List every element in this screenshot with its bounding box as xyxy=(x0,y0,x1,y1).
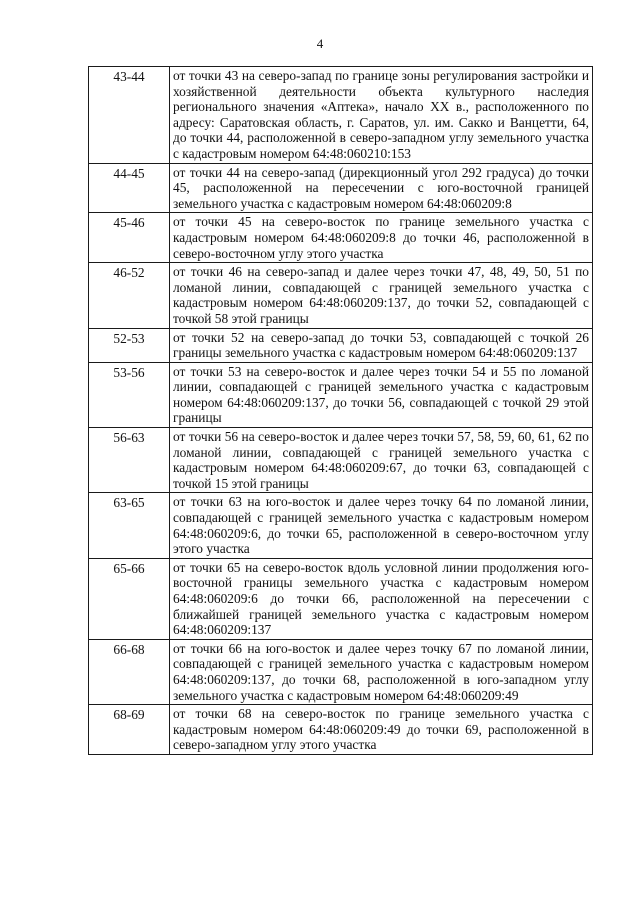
segment-cell: 66-68 xyxy=(89,639,170,704)
segment-cell: 68-69 xyxy=(89,705,170,755)
table-row xyxy=(89,639,593,704)
table-row xyxy=(89,558,593,639)
segment-cell: 45-46 xyxy=(89,213,170,263)
table-row xyxy=(89,428,593,493)
table-row xyxy=(89,493,593,558)
description-cell: от точки 43 на северо-запад по границе зоны регулирования застройки и хозяйственной деятельности объекта культурного наследия регионального значения «Аптека», начало XX в., расположенного по адресу: Саратовская область, г. Саратов, ул. им. Сакко и Ванцетти, 64, до точки 44, расположенной в северо-западном углу земельного участка с кадастровым номером 64:48:060210:153 xyxy=(170,67,593,164)
segment-cell: 43-44 xyxy=(89,67,170,164)
description-cell: от точки 66 на юго-восток и далее через точку 67 по ломаной линии, совпадающей с границей земельного участка с кадастровым номером 64:48:060209:137, до точки 68, расположенной в юго-западном углу земельного участка с кадастровым номером 64:48:060209:49 xyxy=(170,639,593,704)
description-cell: от точки 63 на юго-восток и далее через точку 64 по ломаной линии, совпадающей с границей земельного участка с кадастровым номером 64:48:060209:6, до точки 65, расположенной в северо-восточном углу этого участка xyxy=(170,493,593,558)
segment-cell: 53-56 xyxy=(89,362,170,427)
segment-cell: 56-63 xyxy=(89,428,170,493)
page-number: 4 xyxy=(316,36,324,51)
boundary-description-table xyxy=(88,66,593,755)
segment-cell: 44-45 xyxy=(89,163,170,213)
description-cell: от точки 56 на северо-восток и далее через точки 57, 58, 59, 60, 61, 62 по ломаной линии, совпадающей с границей земельного участка с кадастровым номером 64:48:060209:67, до точки 63, совпадающей с точкой 15 этой границы xyxy=(170,428,593,493)
segment-cell: 65-66 xyxy=(89,558,170,639)
description-cell: от точки 45 на северо-восток по границе земельного участка с кадастровым номером 64:48:060209:8 до точки 46, расположенной в северо-восточном углу этого участка xyxy=(170,213,593,263)
table-row xyxy=(89,362,593,427)
table-row xyxy=(89,67,593,164)
description-cell: от точки 44 на северо-запад (дирекционный угол 292 градуса) до точки 45, расположенной на пересечении с юго-восточной границей земельного участка с кадастровым номером 64:48:060209:8 xyxy=(170,163,593,213)
segment-cell: 46-52 xyxy=(89,263,170,328)
table-row xyxy=(89,213,593,263)
segment-cell: 52-53 xyxy=(89,328,170,362)
table-row xyxy=(89,705,593,755)
segment-cell: 63-65 xyxy=(89,493,170,558)
description-cell: от точки 52 на северо-запад до точки 53, совпадающей с точкой 26 границы земельного участка с кадастровым номером 64:48:060209:137 xyxy=(170,328,593,362)
table-row xyxy=(89,163,593,213)
description-cell: от точки 68 на северо-восток по границе земельного участка с кадастровым номером 64:48:060209:49 до точки 69, расположенной в северо-западном углу этого участка xyxy=(170,705,593,755)
description-cell: от точки 46 на северо-запад и далее через точки 47, 48, 49, 50, 51 по ломаной линии, совпадающей с границей земельного участка с кадастровым номером 64:48:060209:137, до точки 52, совпадающей с точкой 58 этой границы xyxy=(170,263,593,328)
table-row xyxy=(89,328,593,362)
table-row xyxy=(89,263,593,328)
description-cell: от точки 65 на северо-восток вдоль условной линии продолжения юго-восточной границы земельного участка с кадастровым номером 64:48:060209:6 до точки 66, расположенной на пересечении с ближайшей границей земельного участка с кадастровым номером 64:48:060209:137 xyxy=(170,558,593,639)
description-cell: от точки 53 на северо-восток и далее через точки 54 и 55 по ломаной линии, совпадающей с границей земельного участка с кадастровым номером 64:48:060209:137, до точки 56, совпадающей с точкой 29 этой границы xyxy=(170,362,593,427)
